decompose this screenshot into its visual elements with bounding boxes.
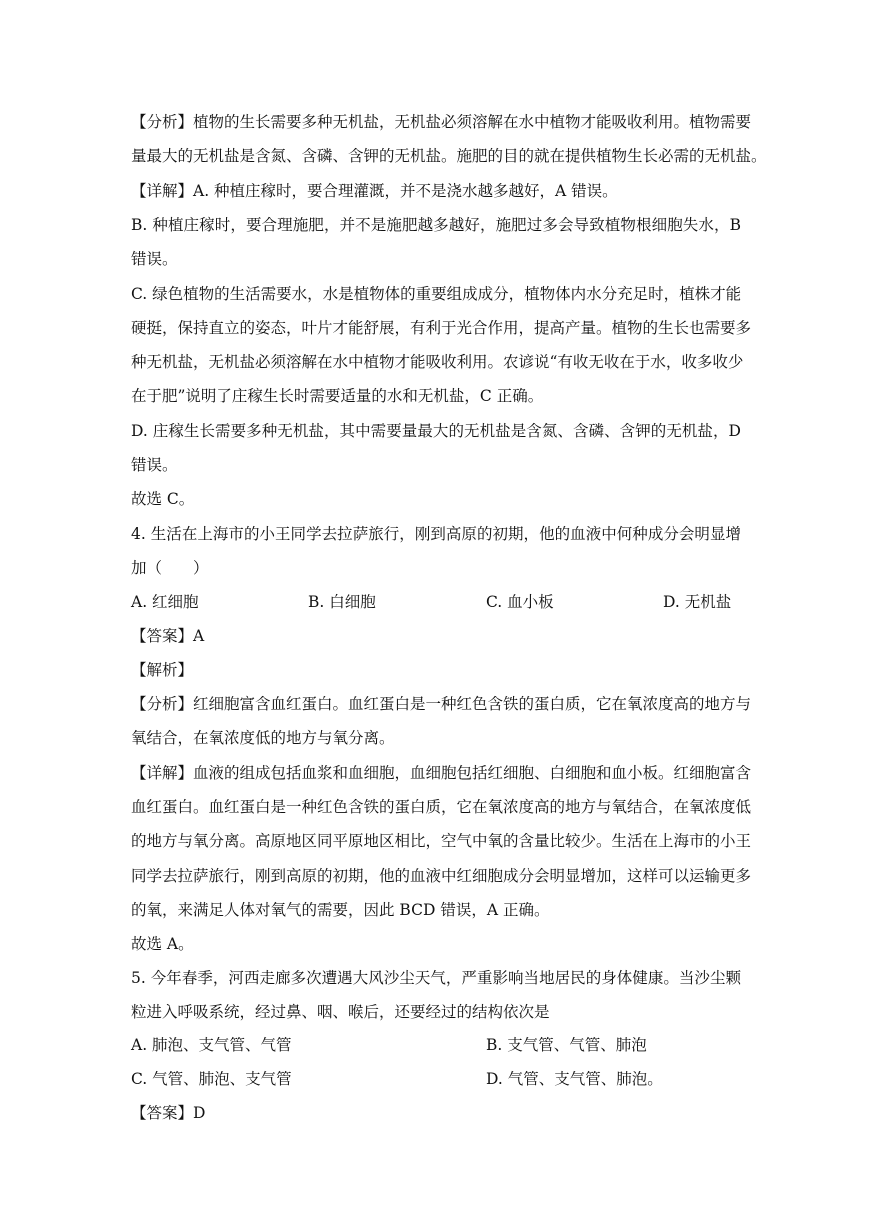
q3-choice: 故选 C。 (131, 490, 195, 508)
q3-detail-c-line-2: 硬挺，保持直立的姿态，叶片才能舒展，有利于光合作用，提高产量。植物的生长也需要多 (131, 319, 752, 337)
q5-option-b: B. 支气管、气管、肺泡 (486, 1036, 647, 1054)
q4-detail-line-5: 的氧，来满足人体对氧气的需要，因此 BCD 错误，A 正确。 (131, 901, 550, 919)
q3-detail-a: 【详解】A. 种植庄稼时，要合理灌溉，并不是浇水越多越好，A 错误。 (131, 182, 618, 200)
q5-option-c: C. 气管、肺泡、支气管 (131, 1070, 292, 1088)
q4-stem-line-1: 4. 生活在上海市的小王同学去拉萨旅行，刚到高原的初期，他的血液中何种成分会明显增 (131, 525, 741, 543)
q5-stem-line-1: 5. 今年春季，河西走廊多次遭遇大风沙尘天气，严重影响当地居民的身体健康。当沙尘颗 (131, 969, 741, 987)
q4-analysis-line-1: 【分析】红细胞富含血红蛋白。血红蛋白是一种红色含铁的蛋白质，它在氧浓度高的地方与 (131, 695, 752, 713)
q4-analysis-line-2: 氧结合，在氧浓度低的地方与氧分离。 (131, 729, 395, 747)
q3-detail-c-line-1: C. 绿色植物的生活需要水，水是植物体的重要组成成分，植物体内水分充足时，植株才能 (131, 285, 742, 303)
q5-answer: 【答案】D (131, 1104, 206, 1122)
q4-detail-line-1: 【详解】血液的组成包括血浆和血细胞，血细胞包括红细胞、白细胞和血小板。红细胞富含 (131, 764, 752, 782)
q4-option-c: C. 血小板 (486, 593, 554, 611)
q4-detail-line-4: 同学去拉萨旅行，刚到高原的初期，他的血液中红细胞成分会明显增加，这样可以运输更多 (131, 867, 752, 885)
q3-detail-c-line-3: 种无机盐，无机盐必须溶解在水中植物才能吸收利用。农谚说“有收无收在于水，收多收少 (131, 353, 744, 371)
q5-option-d: D. 气管、支气管、肺泡。 (486, 1070, 663, 1088)
q4-option-a: A. 红细胞 (131, 593, 199, 611)
q4-option-d: D. 无机盐 (663, 593, 732, 611)
q3-detail-b-line-1: B. 种植庄稼时，要合理施肥，并不是施肥越多越好，施肥过多会导致植物根细胞失水，B (131, 216, 741, 234)
q3-detail-d-line-1: D. 庄稼生长需要多种无机盐，其中需要量最大的无机盐是含氮、含磷、含钾的无机盐，D (131, 422, 741, 440)
q3-detail-b-line-2: 错误。 (131, 250, 178, 268)
q3-analysis-line-1: 【分析】植物的生长需要多种无机盐，无机盐必须溶解在水中植物才能吸收利用。植物需要 (131, 113, 752, 131)
q4-detail-line-2: 血红蛋白。血红蛋白是一种红色含铁的蛋白质，它在氧浓度高的地方与氧结合，在氧浓度低 (131, 798, 752, 816)
q3-detail-c-line-4: 在于肥”说明了庄稼生长时需要适量的水和无机盐，C 正确。 (131, 387, 544, 405)
q3-detail-d-line-2: 错误。 (131, 456, 178, 474)
q4-option-b: B. 白细胞 (308, 593, 376, 611)
q4-detail-line-3: 的地方与氧分离。高原地区同平原地区相比，空气中氧的含量比较少。生活在上海市的小王 (131, 832, 752, 850)
q4-answer: 【答案】A (131, 627, 205, 645)
q5-option-a: A. 肺泡、支气管、气管 (131, 1036, 292, 1054)
q5-stem-line-2: 粒进入呼吸系统，经过鼻、咽、喉后，还要经过的结构依次是 (131, 1003, 550, 1021)
q4-jiexi-heading: 【解析】 (131, 661, 194, 679)
q4-stem-line-2: 加（ ） (131, 559, 209, 577)
q3-analysis-line-2: 量最大的无机盐是含氮、含磷、含钾的无机盐。施肥的目的就在提供植物生长必需的无机盐。 (131, 147, 767, 165)
q4-choice: 故选 A。 (131, 935, 194, 953)
